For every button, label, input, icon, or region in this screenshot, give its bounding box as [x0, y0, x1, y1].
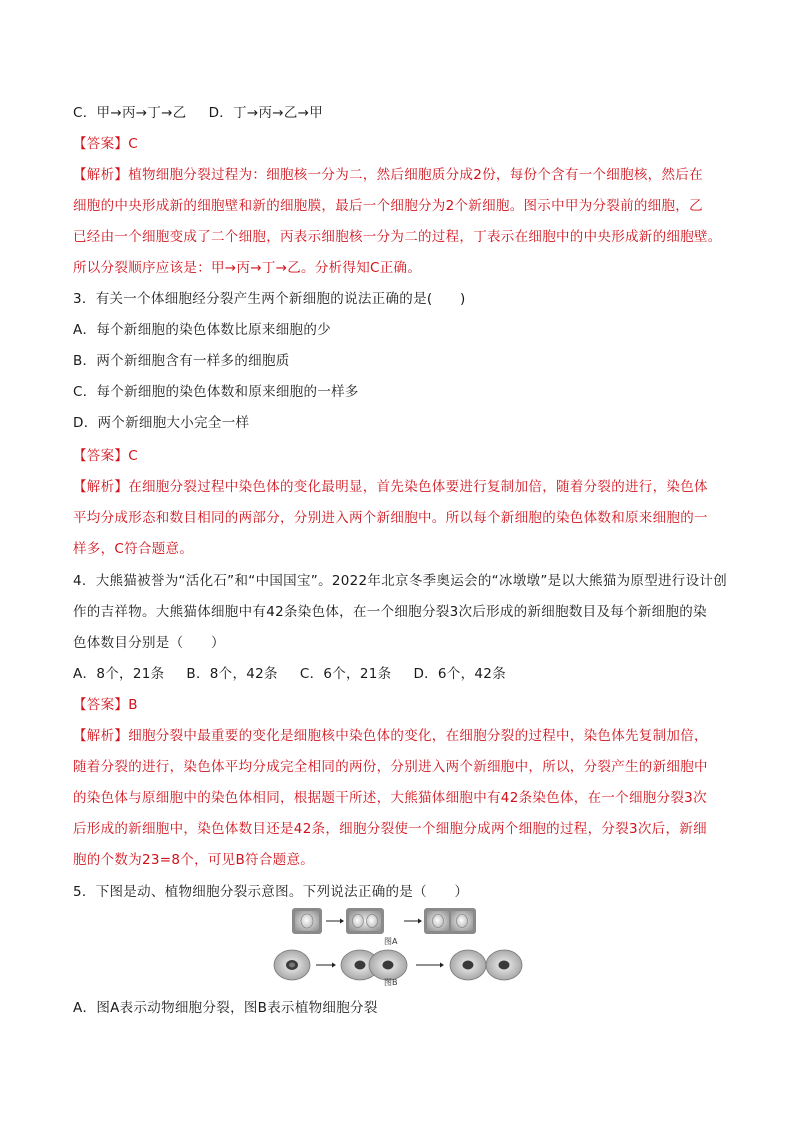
q4-analysis-line: 胞的个数为23=8个，可见B符合题意。 — [73, 852, 315, 868]
q3-answer: 【答案】C — [73, 448, 138, 464]
q3-analysis-line: 平均分成形态和数目相同的两部分，分别进入两个新细胞中。所以每个新细胞的染色体数和原来细胞的一 — [73, 510, 708, 526]
q2-answer: 【答案】C — [73, 136, 138, 152]
q4-option-d: D．6个，42条 — [413, 666, 506, 682]
q4-option-b: B．8个，42条 — [186, 666, 278, 682]
arrow-icon — [416, 963, 444, 968]
plant-cell-stage-1 — [292, 908, 322, 934]
q5-option-a: A．图A表示动物细胞分裂，图B表示植物细胞分裂 — [73, 1000, 378, 1016]
q2-option-c: C．甲→丙→丁→乙 — [73, 105, 187, 121]
q4-answer: 【答案】B — [73, 697, 138, 713]
q3-option-b: B．两个新细胞含有一样多的细胞质 — [73, 353, 290, 369]
cell-division-diagram — [270, 905, 525, 985]
q2-option-d: D．丁→丙→乙→甲 — [208, 105, 324, 121]
animal-cell-stage-3 — [450, 950, 522, 980]
q4-analysis-line: 的染色体与原细胞中的染色体相同，根据题干所述，大熊猫体细胞中有42条染色体，在一个细胞分裂3次 — [73, 790, 707, 806]
q4-analysis-line: 后形成的新细胞中，染色体数目还是42条，细胞分裂使一个细胞分成两个细胞的过程，分裂3次后，新细 — [73, 821, 707, 837]
figure-label-a: 图A — [384, 937, 398, 946]
q3-option-a: A．每个新细胞的染色体数比原来细胞的少 — [73, 322, 331, 338]
q2-options-cd — [73, 103, 733, 123]
q3-option-c: C．每个新细胞的染色体数和原来细胞的一样多 — [73, 384, 359, 400]
q3-option-d: D．两个新细胞大小完全一样 — [73, 415, 250, 431]
q4-analysis-line: 【解析】细胞分裂中最重要的变化是细胞核中染色体的变化，在细胞分裂的过程中，染色体先复制加倍， — [73, 728, 708, 744]
q3-stem: 3．有关一个体细胞经分裂产生两个新细胞的说法正确的是( ) — [73, 291, 466, 307]
q3-analysis-line: 【解析】在细胞分裂过程中染色体的变化最明显，首先染色体要进行复制加倍，随着分裂的进行，染色体 — [73, 479, 708, 495]
q4-stem-line: 4．大熊猫被誉为“活化石”和“中国国宝”。2022年北京冬季奥运会的“冰墩墩”是以大熊猫为原型进行设计创 — [73, 573, 728, 589]
q4-stem-line: 作的吉祥物。大熊猫体细胞中有42条染色体，在一个细胞分裂3次后形成的新细胞数目及每个新细胞的染 — [73, 604, 707, 620]
cell-division-figure — [270, 905, 525, 985]
animal-cell-stage-2 — [341, 950, 407, 980]
q4-stem-line: 色体数目分别是（ ） — [73, 635, 225, 651]
arrow-icon — [326, 919, 344, 924]
q2-analysis-line: 细胞的中央形成新的细胞壁和新的细胞膜，最后一个细胞分为2个新细胞。图示中甲为分裂前的细胞，乙 — [73, 198, 703, 214]
q5-stem: 5．下图是动、植物细胞分裂示意图。下列说法正确的是（ ） — [73, 884, 469, 900]
q4-options — [73, 664, 733, 684]
q3-analysis-line: 样多，C符合题意。 — [73, 541, 194, 557]
q2-analysis-line: 【解析】植物细胞分裂过程为：细胞核一分为二，然后细胞质分成2份，每份个含有一个细胞核，然后在 — [73, 167, 703, 183]
q4-option-a: A．8个，21条 — [73, 666, 165, 682]
plant-cell-stage-3 — [424, 908, 476, 934]
arrow-icon — [316, 963, 336, 968]
q4-analysis-line: 随着分裂的进行，染色体平均分成完全相同的两份，分别进入两个新细胞中，所以，分裂产生的新细胞中 — [73, 759, 708, 775]
figure-label-b: 图B — [384, 978, 398, 987]
animal-cell-stage-1 — [274, 950, 310, 980]
arrow-icon — [404, 919, 422, 924]
plant-cell-stage-2 — [346, 908, 384, 934]
q4-option-c: C．6个，21条 — [299, 666, 392, 682]
q2-analysis-line: 所以分裂顺序应该是：甲→丙→丁→乙。分析得知C正确。 — [73, 260, 422, 276]
q2-analysis-line: 已经由一个细胞变成了二个细胞，丙表示细胞核一分为二的过程，丁表示在细胞中的中央形成新的细胞壁。 — [73, 229, 722, 245]
